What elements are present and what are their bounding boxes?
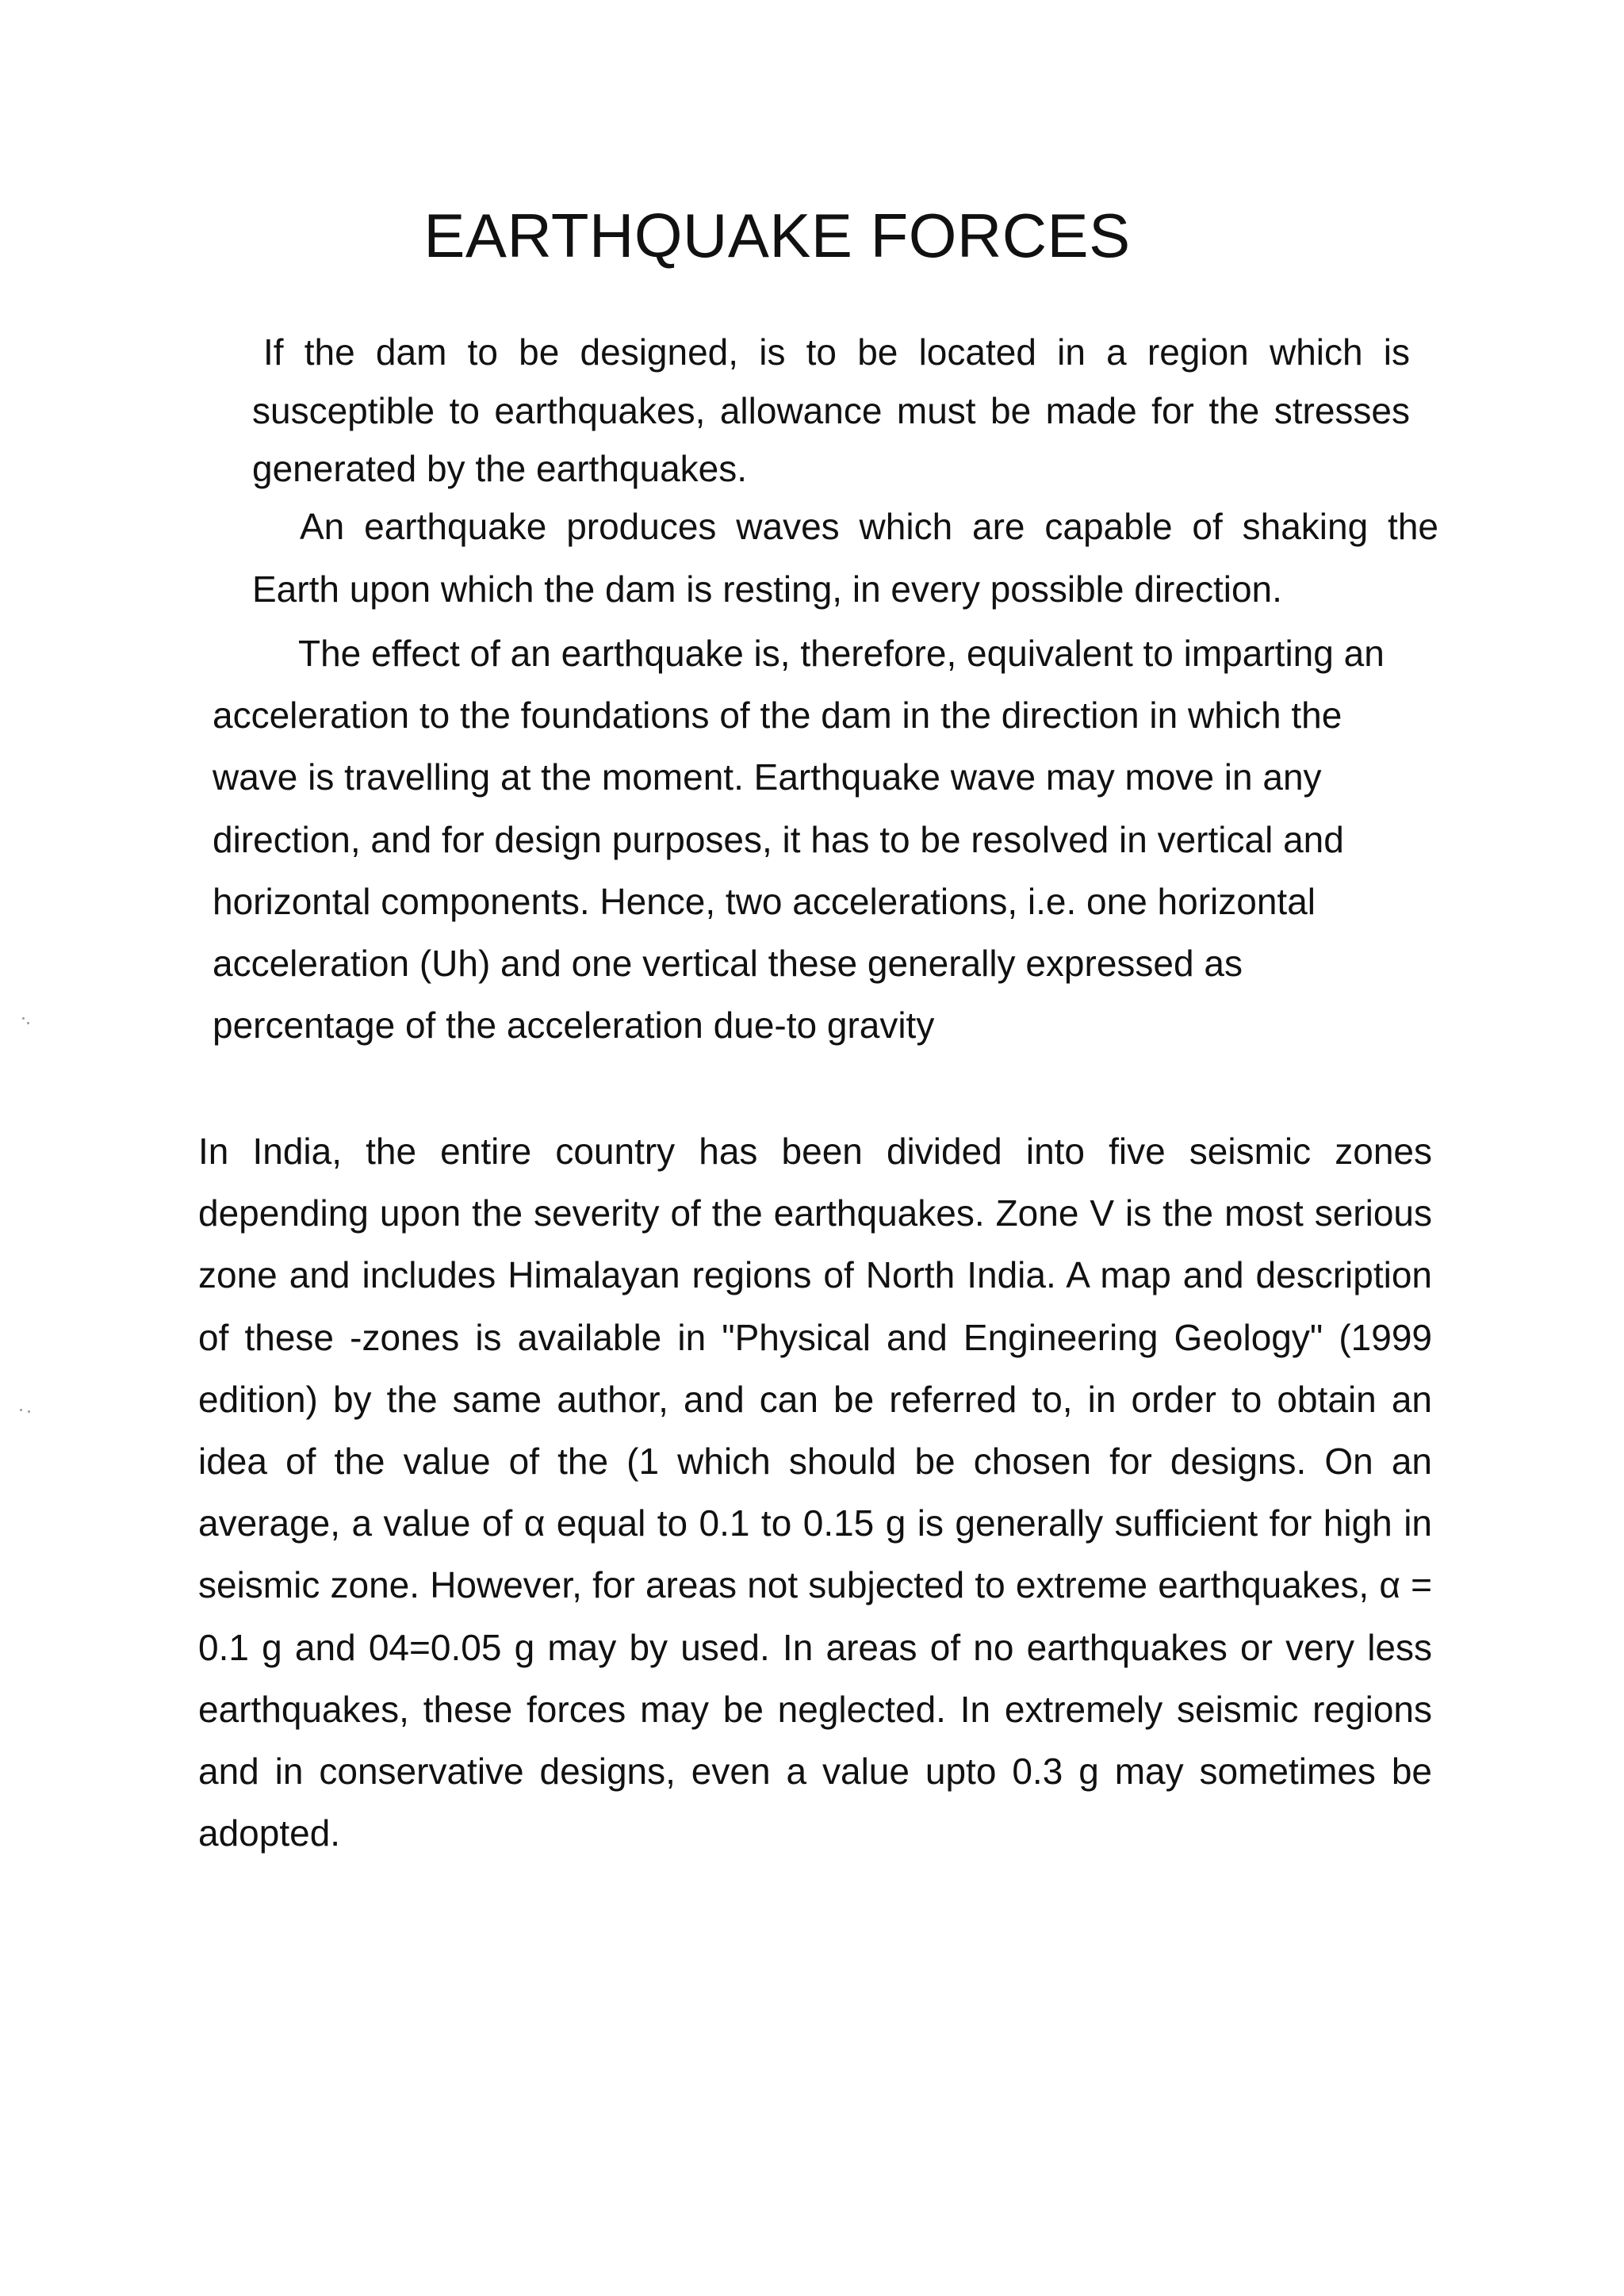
scan-speck bbox=[22, 1017, 25, 1020]
paragraph-2: An earthquake produces waves which are capable of shaking the Earth upon which the dam is resting, in every possible direction. bbox=[252, 506, 1438, 610]
scan-speck bbox=[20, 1409, 22, 1411]
document-title: EARTHQUAKE FORCES bbox=[423, 201, 1131, 270]
paragraph-1: If the dam to be designed, is to be located in a region which is susceptible to earthquakes, allowance must be made for the stresses generated by the earthquakes. bbox=[252, 331, 1410, 490]
paragraph-4: In India, the entire country has been divided into five seismic zones depending upon the severity of the earthquakes. Zone V is the most serious zone and includes Himalayan regions of North India. A map and description of these -zones is available in "Physical and Engineering Geology" (1999 edition) by the same author, and can be referred to, in order to obtain an idea of the value of the (1 which should be chosen for designs. On an average, a value of α equal to 0.1 to 0.15 g is generally sufficient for high in seismic zone. However, for areas not subjected to extreme earthquakes, α = 0.1 g and 04=0.05 g may by used. In areas of no earthquakes or very less earthquakes, these forces may be neglected. In extremely seismic regions and in conservative designs, even a value upto 0.3 g may sometimes be adopted. bbox=[198, 1131, 1432, 1854]
scan-speck bbox=[27, 1022, 29, 1024]
paragraph-3: The effect of an earthquake is, therefore, equivalent to imparting an acceleration to the foundations of the dam in the direction in which the wave is travelling at the moment. Earthquake wave may move in any direction, and for design purposes, it has to be resolved in vertical and horizontal components. Hence, two accelerations, i.e. one horizontal acceleration (Uh) and one vertical these generally expressed as percentage of the acceleration due-to gravity bbox=[213, 633, 1385, 1047]
scan-speck bbox=[28, 1410, 30, 1413]
